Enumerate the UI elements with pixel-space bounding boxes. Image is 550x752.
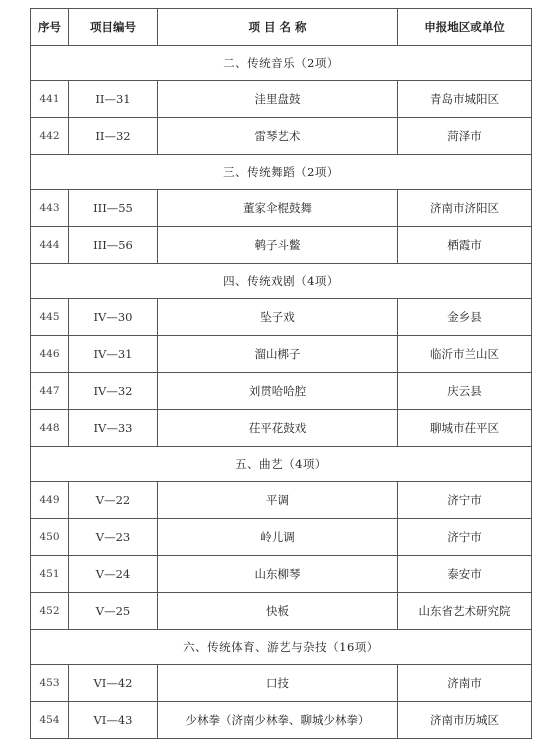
cell-code: II—31 [69, 81, 158, 118]
section-title: 五、曲艺（4项） [31, 447, 532, 482]
cell-code: IV—32 [69, 373, 158, 410]
cell-name: 茌平花鼓戏 [158, 410, 398, 447]
cell-seq: 442 [31, 118, 69, 155]
table-row [31, 556, 532, 593]
table-row [31, 118, 532, 155]
table-row [31, 519, 532, 556]
section-title: 四、传统戏剧（4项） [31, 264, 532, 299]
section-row [31, 155, 532, 190]
cell-name: 刘贯哈哈腔 [158, 373, 398, 410]
cell-code: III—55 [69, 190, 158, 227]
cell-code: VI—42 [69, 665, 158, 702]
cell-code: IV—30 [69, 299, 158, 336]
cell-name: 洼里盘鼓 [158, 81, 398, 118]
header-seq: 序号 [31, 9, 69, 46]
section-row [31, 630, 532, 665]
header-name: 项 目 名 称 [158, 9, 398, 46]
cell-code: V—24 [69, 556, 158, 593]
cell-region: 临沂市兰山区 [398, 336, 532, 373]
table-header-row [31, 9, 532, 46]
cell-name: 平调 [158, 482, 398, 519]
cell-name: 口技 [158, 665, 398, 702]
cell-seq: 444 [31, 227, 69, 264]
table-row [31, 227, 532, 264]
cell-region: 菏泽市 [398, 118, 532, 155]
section-title: 二、传统音乐（2项） [31, 46, 532, 81]
cell-name: 岭儿调 [158, 519, 398, 556]
cell-region: 金乡县 [398, 299, 532, 336]
cell-name: 鹌子斗鳖 [158, 227, 398, 264]
cell-seq: 446 [31, 336, 69, 373]
table-row [31, 702, 532, 739]
cell-seq: 447 [31, 373, 69, 410]
cell-seq: 451 [31, 556, 69, 593]
table-row [31, 665, 532, 702]
cell-name: 董家伞棍鼓舞 [158, 190, 398, 227]
header-code: 项目编号 [69, 9, 158, 46]
cell-region: 济宁市 [398, 519, 532, 556]
cell-name: 快板 [158, 593, 398, 630]
cell-region: 庆云县 [398, 373, 532, 410]
table-row [31, 410, 532, 447]
table-row [31, 190, 532, 227]
cell-region: 栖霞市 [398, 227, 532, 264]
table-row [31, 482, 532, 519]
cell-code: VI—43 [69, 702, 158, 739]
table-row [31, 373, 532, 410]
cell-name: 雷琴艺术 [158, 118, 398, 155]
cell-code: III—56 [69, 227, 158, 264]
cell-seq: 443 [31, 190, 69, 227]
document-page [30, 8, 531, 739]
cell-region: 聊城市茌平区 [398, 410, 532, 447]
section-title: 六、传统体育、游艺与杂技（16项） [31, 630, 532, 665]
cell-seq: 449 [31, 482, 69, 519]
cell-code: IV—31 [69, 336, 158, 373]
cell-region: 济宁市 [398, 482, 532, 519]
cell-region: 济南市 [398, 665, 532, 702]
cell-code: V—25 [69, 593, 158, 630]
cell-region: 济南市济阳区 [398, 190, 532, 227]
cell-seq: 448 [31, 410, 69, 447]
section-row [31, 264, 532, 299]
cell-seq: 441 [31, 81, 69, 118]
table-row [31, 299, 532, 336]
cell-name: 山东柳琴 [158, 556, 398, 593]
cell-name: 少林拳（济南少林拳、聊城少林拳） [158, 702, 398, 739]
cell-code: V—23 [69, 519, 158, 556]
cell-name: 坠子戏 [158, 299, 398, 336]
cell-region: 山东省艺术研究院 [398, 593, 532, 630]
cell-seq: 450 [31, 519, 69, 556]
cell-region: 济南市历城区 [398, 702, 532, 739]
table-row [31, 81, 532, 118]
cell-region: 泰安市 [398, 556, 532, 593]
heritage-project-table [30, 8, 532, 739]
cell-seq: 454 [31, 702, 69, 739]
section-row [31, 447, 532, 482]
cell-seq: 445 [31, 299, 69, 336]
cell-code: V—22 [69, 482, 158, 519]
cell-code: II—32 [69, 118, 158, 155]
cell-name: 溜山梆子 [158, 336, 398, 373]
table-row [31, 593, 532, 630]
section-row [31, 46, 532, 81]
section-title: 三、传统舞蹈（2项） [31, 155, 532, 190]
cell-seq: 453 [31, 665, 69, 702]
cell-code: IV—33 [69, 410, 158, 447]
cell-seq: 452 [31, 593, 69, 630]
cell-region: 青岛市城阳区 [398, 81, 532, 118]
header-region: 申报地区或单位 [398, 9, 532, 46]
table-row [31, 336, 532, 373]
